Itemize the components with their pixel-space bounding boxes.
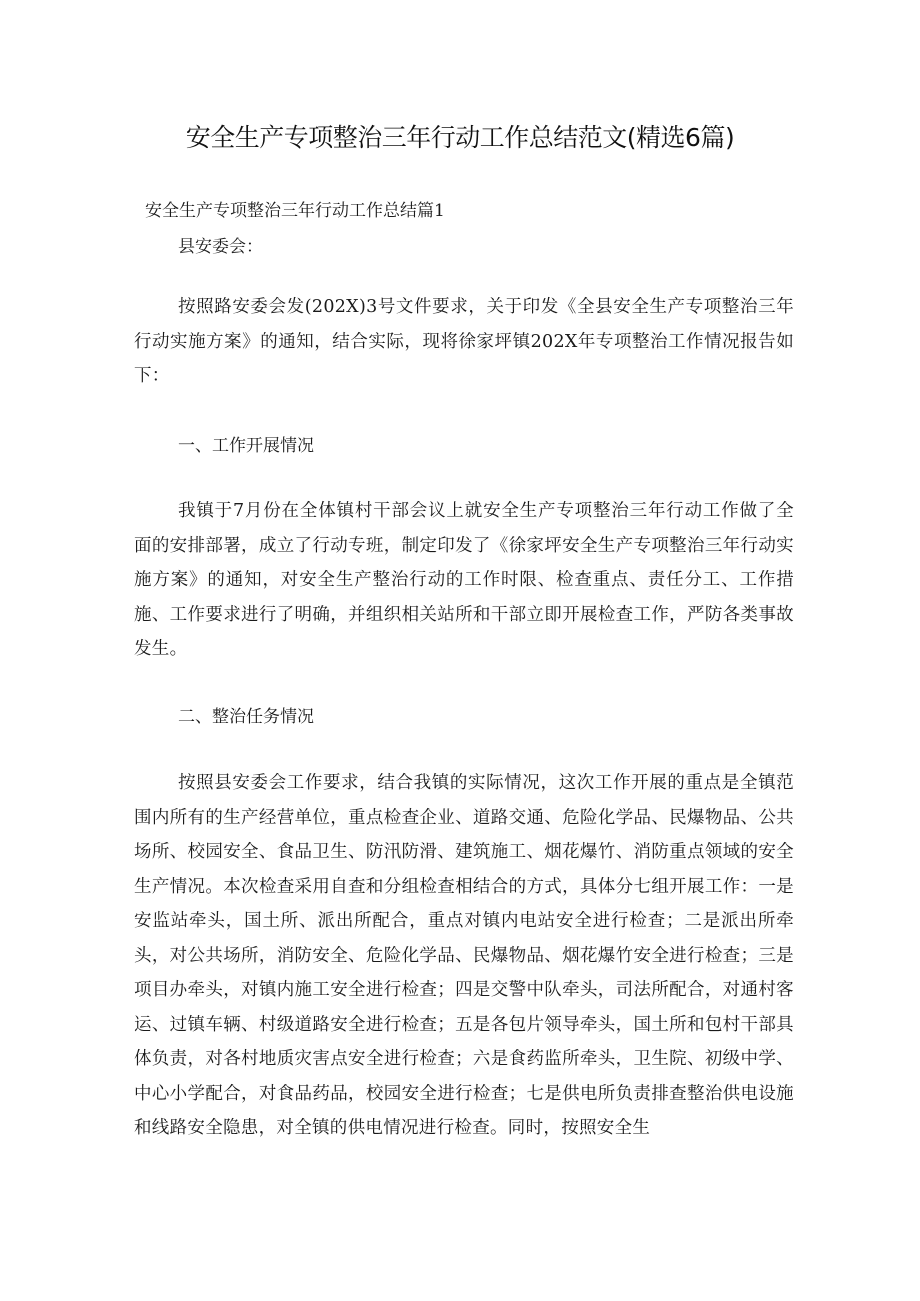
document-subtitle: 安全生产专项整治三年行动工作总结篇1 [145, 201, 445, 221]
paragraph-rectification-tasks: 按照县安委会工作要求，结合我镇的实际情况，这次工作开展的重点是全镇范围内所有的生产经营单位，重点检查企业、道路交通、危险化学品、民爆物品、公共场所、校园安全、食品卫生、防汛防滑、建筑施工、烟花爆竹、消防重点领域的安全生产情况。本次检查采用自查和分组检查相结合的方式，具体分七组开展工作：一是安监站牵头，国土所、派出所配合，重点对镇内电站安全进行检查；二是派出所牵头，对公共场所，消防安全、危险化学品、民爆物品、烟花爆竹安全进行检查；三是项目办牵头，对镇内施工安全进行检查；四是交警中队牵头，司法所配合，对通村客运、过镇车辆、村级道路安全进行检查；五是各包片领导牵头，国土所和包村干部具体负责，对各村地质灾害点安全进行检查；六是食药监所牵头，卫生院、初级中学、中心小学配合，对食品药品，校园安全进行检查；七是供电所负责排查整治供电设施和线路安全隐患，对全镇的供电情况进行检查。同时，按照安全生 [134, 773, 794, 1138]
document-title: 安全生产专项整治三年行动工作总结范文(精选6篇) [185, 123, 735, 152]
paragraph-intro: 按照路安委会发(202X)3号文件要求，关于印发《全县安全生产专项整治三年行动实施方案》的通知，结合实际，现将徐家坪镇202X年专项整治工作情况报告如下： [134, 297, 794, 386]
section-heading-2: 二、整治任务情况 [178, 707, 314, 727]
paragraph-work-progress: 我镇于7月份在全体镇村干部会议上就安全生产专项整治三年行动工作做了全面的安排部署，成立了行动专班，制定印发了《徐家坪安全生产专项整治三年行动实施方案》的通知，对安全生产整治行动的工作时限、检查重点、责任分工、工作措施、工作要求进行了明确，并组织相关站所和干部立即开展检查工作，严防各类事故发生。 [134, 501, 794, 659]
salutation: 县安委会： [178, 237, 263, 257]
section-heading-1: 一、工作开展情况 [178, 436, 314, 456]
